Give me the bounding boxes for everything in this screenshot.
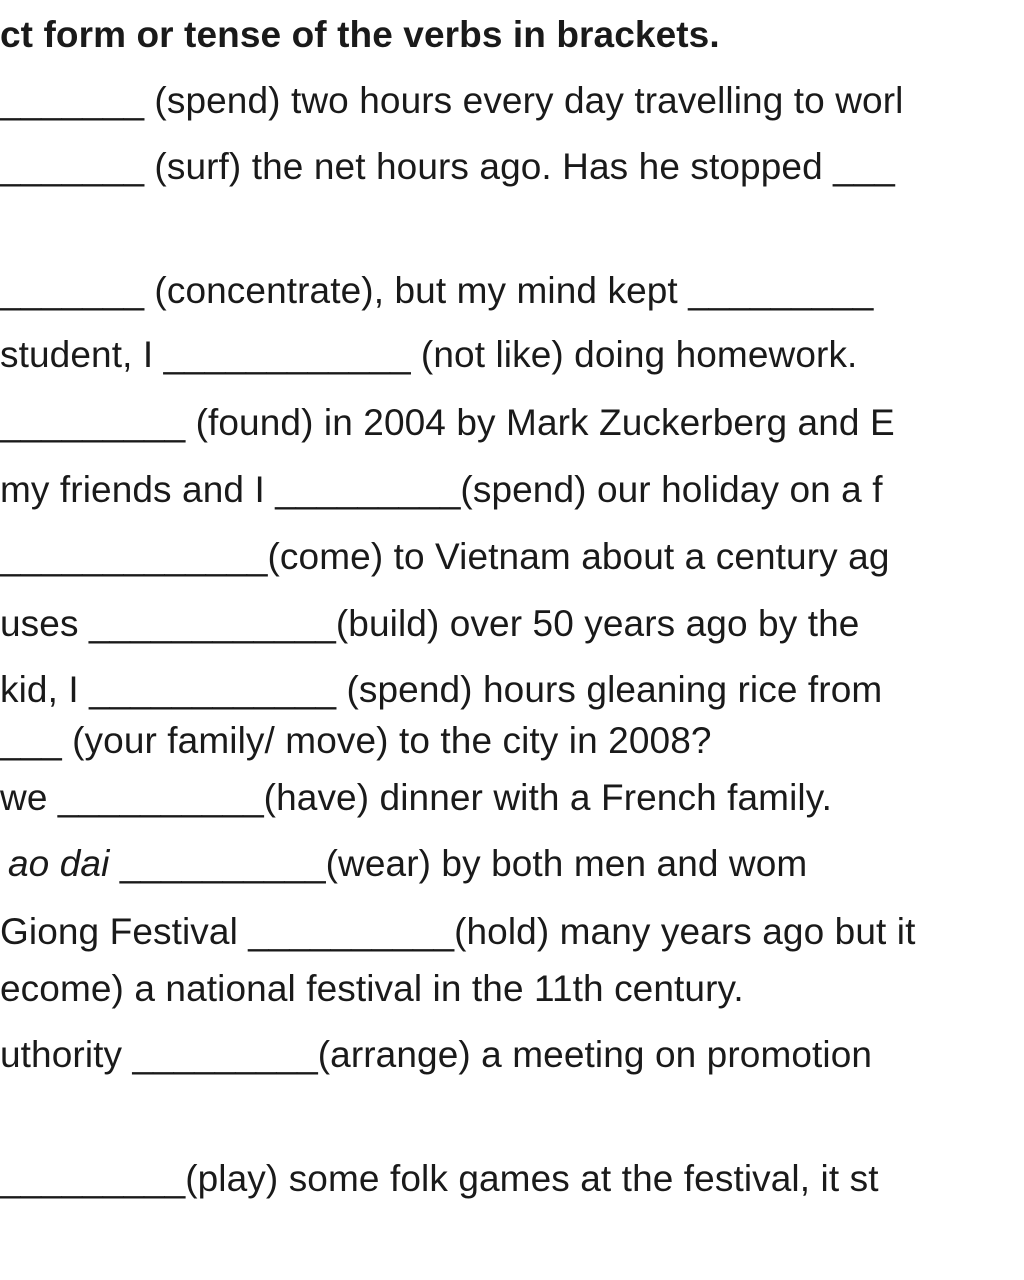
answer-blank: ___ [833, 146, 895, 187]
sentence-fragment: my friends and I [0, 469, 276, 510]
sentence-fragment: (arrange) a meeting on promotion [317, 1034, 873, 1075]
sentence-fragment: (spend) hours gleaning rice from [336, 669, 883, 710]
exercise-line [0, 667, 882, 713]
answer-blank: _________ [0, 1158, 186, 1199]
exercise-line [0, 601, 859, 647]
sentence-fragment: (your family/ move) to the city in 2008? [61, 720, 712, 761]
sentence-fragment: (play) some folk games at the festival, it st [185, 1158, 879, 1199]
sentence-fragment: Giong Festival [0, 911, 249, 952]
answer-blank: ____________ [88, 603, 336, 644]
sentence-fragment: (spend) two hours every day travelling to worl [144, 80, 904, 121]
exercise-line [0, 400, 895, 446]
sentence-fragment: (come) to Vietnam about a century ag [267, 536, 890, 577]
answer-blank: _____________ [0, 536, 268, 577]
sentence-fragment: (concentrate), but my mind kept [144, 270, 689, 311]
exercise-line [0, 1032, 872, 1078]
exercise-line [0, 718, 712, 764]
exercise-line [0, 534, 890, 580]
sentence-fragment: (not like) doing homework. [410, 334, 858, 375]
sentence-fragment: uses [0, 603, 89, 644]
exercise-line [0, 268, 873, 314]
sentence-fragment: (wear) by both men and wom [325, 843, 808, 884]
exercise-line [0, 144, 895, 190]
sentence-fragment: (spend) our holiday on a f [460, 469, 883, 510]
exercise-line [8, 841, 807, 887]
sentence-fragment: student, I [0, 334, 164, 375]
exercise-heading: ct form or tense of the verbs in brackets. [0, 14, 720, 55]
answer-blank: __________ [248, 911, 455, 952]
sentence-fragment: (build) over 50 years ago by the [335, 603, 860, 644]
sentence-fragment [109, 843, 119, 884]
answer-blank: _______ [0, 146, 145, 187]
answer-blank: _______ [0, 270, 145, 311]
exercise-line [0, 78, 903, 124]
answer-blank: _________ [688, 270, 874, 311]
answer-blank: __________ [57, 777, 264, 818]
answer-blank: ____________ [163, 334, 411, 375]
sentence-fragment: uthority [0, 1034, 133, 1075]
answer-blank: ___ [0, 720, 62, 761]
exercise-line-last [0, 1156, 879, 1202]
exercise-line [0, 966, 744, 1012]
sentence-fragment: ecome) a national festival in the 11th century. [0, 968, 744, 1009]
sentence-fragment: (hold) many years ago but it [454, 911, 916, 952]
exercise-line [0, 332, 857, 378]
sentence-fragment: we [0, 777, 58, 818]
answer-blank: _________ [0, 402, 186, 443]
answer-blank: _________ [275, 469, 461, 510]
answer-blank: ____________ [89, 669, 337, 710]
sentence-fragment: ao dai [8, 843, 110, 884]
sentence-fragment: (surf) the net hours ago. Has he stopped [144, 146, 834, 187]
answer-blank: _________ [132, 1034, 318, 1075]
answer-blank: __________ [119, 843, 326, 884]
exercise-line [0, 909, 915, 955]
exercise-line [0, 775, 832, 821]
exercise-line [0, 467, 883, 513]
sentence-fragment: (found) in 2004 by Mark Zuckerberg and E [185, 402, 895, 443]
sentence-fragment: (have) dinner with a French family. [263, 777, 832, 818]
sentence-fragment: kid, I [0, 669, 90, 710]
answer-blank: _______ [0, 80, 145, 121]
